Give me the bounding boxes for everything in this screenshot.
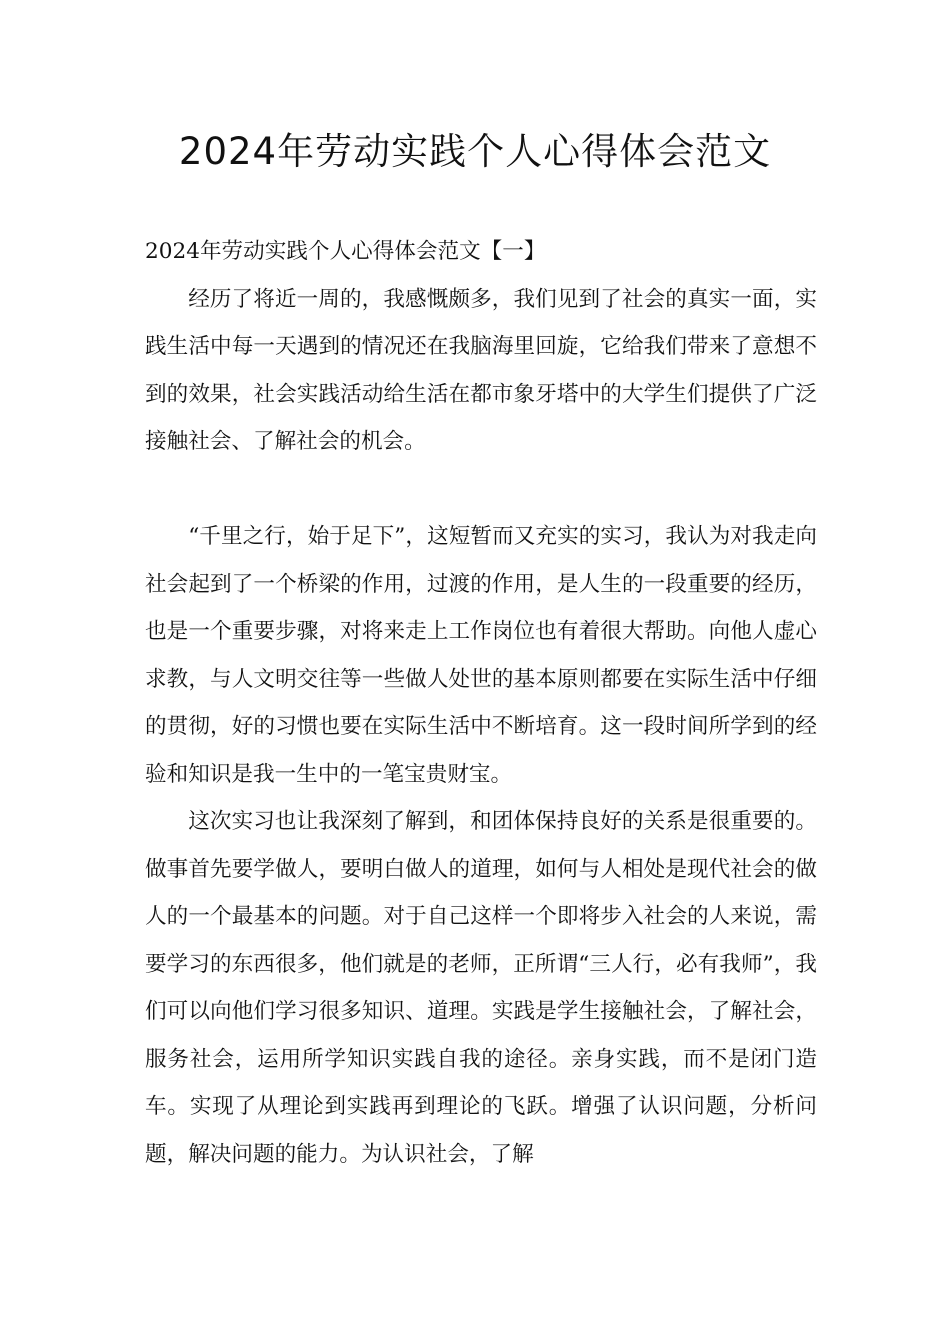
paragraph-spacer [145,466,817,514]
document-body [145,228,817,1178]
section-heading: 2024年劳动实践个人心得体会范文【一】 [145,239,546,264]
document-title: 2024年劳动实践个人心得体会范文 [178,130,772,173]
paragraph-2: “千里之行，始于足下”，这短暂而又充实的实习，我认为对我走向社会起到了一个桥梁的作用，过渡的作用，是人生的一段重要的经历，也是一个重要步骤，对将来走上工作岗位也有着很大帮助。向他人虚心求教，与人文明交往等一些做人处世的基本原则都要在实际生活中仔细的贯彻，好的习惯也要在实际生活中不断培育。这一段时间所学到的经验和知识是我一生中的一笔宝贵财宝。 [145,524,817,787]
paragraph-3: 这次实习也让我深刻了解到，和团体保持良好的关系是很重要的。做事首先要学做人，要明白做人的道理，如何与人相处是现代社会的做人的一个最基本的问题。对于自己这样一个即将步入社会的人来说，需要学习的东西很多，他们就是的老师，正所谓“三人行，必有我师”，我们可以向他们学习很多知识、道理。实践是学生接触社会，了解社会，服务社会，运用所学知识实践自我的途径。亲身实践，而不是闭门造车。实现了从理论到实践再到理论的飞跃。增强了认识问题，分析问题，解决问题的能力。为认识社会，了解 [145,809,817,1167]
paragraph-1: 经历了将近一周的，我感慨颇多，我们见到了社会的真实一面，实践生活中每一天遇到的情况还在我脑海里回旋，它给我们带来了意想不到的效果，社会实践活动给生活在都市象牙塔中的大学生们提供了广泛接触社会、了解社会的机会。 [145,286,817,454]
